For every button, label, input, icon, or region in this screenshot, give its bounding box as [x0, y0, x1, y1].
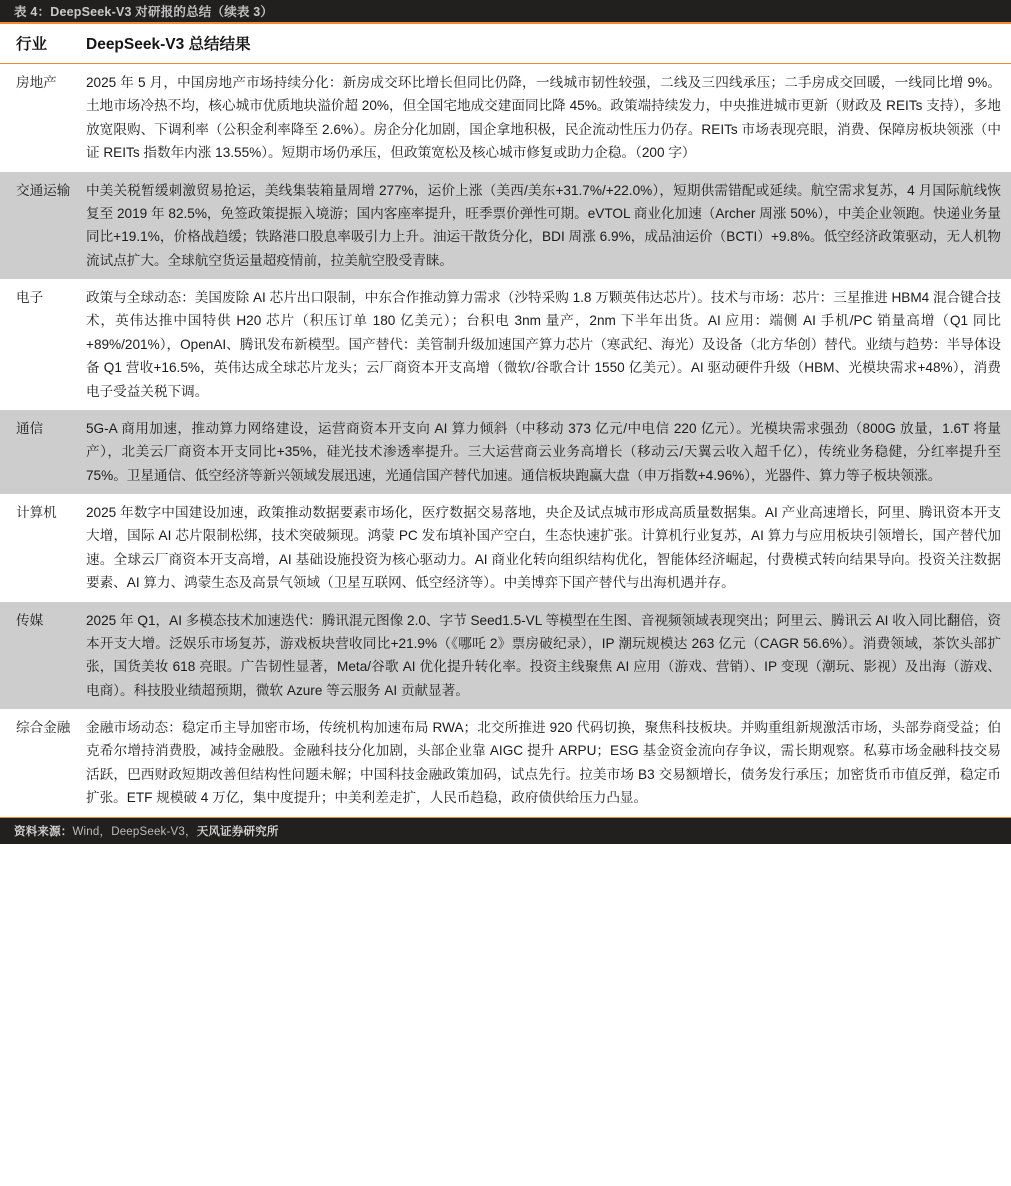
cell-summary: 5G-A 商用加速，推动算力网络建设，运营商资本开支向 AI 算力倾斜（中移动 373 亿元/中电信 220 亿元）。光模块需求强劲（800G 放量，1.6T 将量产），北美云厂商资本开支同比+35%，硅光技术渗透率提升。三大运营商云业务高增长（移动云/天翼云收入超千亿），传统业务稳健，分红率提升至 75%。卫星通信、低空经济等新兴领域发展迅速，光通信国产替代加速。通信板块跑赢大盘（申万指数+4.96%），光器件、算力等子板块领涨。	[78, 410, 1011, 494]
table-header-row	[0, 24, 1011, 64]
cell-summary: 中美关税暂缓刺激贸易抢运，美线集装箱量周增 277%，运价上涨（美西/美东+31.7%/+22.0%），短期供需错配或延续。航空需求复苏，4 月国际航线恢复至 2019 年 82.5%，免签政策提振入境游；国内客座率提升，旺季票价弹性可期。eVTOL 商业化加速（Archer 周涨 50%），中美企业领跑。快递业务量同比+19.1%，价格战趋缓；铁路港口股息率吸引力上升。油运干散货分化，BDI 周涨 6.9%，成品油运价（BCTI）+9.8%。低空经济政策驱动，无人机物流试点扩大。全球航空货运量超疫情前，拉美航空股受青睐。	[78, 172, 1011, 280]
cell-industry: 计算机	[0, 494, 78, 602]
source-value: Wind，DeepSeek-V3，	[72, 825, 197, 838]
table-body	[0, 64, 1011, 818]
table-row	[0, 494, 1011, 602]
table-row	[0, 172, 1011, 280]
cell-industry: 综合金融	[0, 709, 78, 817]
cell-industry: 交通运输	[0, 172, 78, 280]
cell-summary: 金融市场动态：稳定币主导加密市场，传统机构加速布局 RWA；北交所推进 920 代码切换，聚焦科技板块。并购重组新规激活市场，头部券商受益；伯克希尔增持消费股，减持金融股。金融科技分化加剧，头部企业靠 AIGC 提升 ARPU；ESG 基金资金流向存争议，需长期观察。私募市场金融科技交易活跃，巴西财政短期改善但结构性问题未解；中国科技金融政策加码，试点先行。拉美市场 B3 交易额增长，债务发行承压；加密货币市值反弹，稳定币扩张。ETF 规模破 4 万亿，集中度提升；中美利差走扩，人民币趋稳，政府债供给压力凸显。	[78, 709, 1011, 817]
column-header-industry: 行业	[0, 24, 78, 64]
source-label: 资料来源：	[14, 825, 73, 838]
cell-industry: 通信	[0, 410, 78, 494]
source-organization: 天风证券研究所	[196, 825, 279, 838]
table-title-bar	[0, 0, 1011, 24]
cell-summary: 2025 年 Q1，AI 多模态技术加速迭代：腾讯混元图像 2.0、字节 Seed1.5-VL 等模型在生图、音视频领域表现突出；阿里云、腾讯云 AI 收入同比翻倍，资本开支大增。泛娱乐市场复苏，游戏板块营收同比+21.9%（《哪吒 2》票房破纪录），IP 潮玩规模达 263 亿元（CAGR 56.6%）。消费领域，茶饮头部扩张，国货美妆 618 亮眼。广告韧性显著，Meta/谷歌 AI 优化提升转化率。投资主线聚焦 AI 应用（游戏、营销）、IP 变现（潮玩、影视）及出海（游戏、电商）。科技股业绩超预期，微软 Azure 等云服务 AI 贡献显著。	[78, 602, 1011, 710]
cell-summary: 2025 年 5 月，中国房地产市场持续分化：新房成交环比增长但同比仍降，一线城市韧性较强，二线及三四线承压；二手房成交回暖，一线同比增 9%。土地市场冷热不均，核心城市优质地块溢价超 20%，但全国宅地成交建面同比降 45%。政策端持续发力，中央推进城市更新（财政及 REITs 支持），多地放宽限购、下调利率（公积金利率降至 2.6%）。房企分化加剧，国企拿地积极，民企流动性压力仍存。REITs 市场表现亮眼，消费、保障房板块领涨（中证 REITs 指数年内涨 13.55%）。短期市场仍承压，但政策宽松及核心城市修复或助力企稳。（200 字）	[78, 64, 1011, 172]
table-row	[0, 709, 1011, 817]
cell-industry: 传媒	[0, 602, 78, 710]
cell-summary: 政策与全球动态：美国废除 AI 芯片出口限制，中东合作推动算力需求（沙特采购 1.8 万颗英伟达芯片）。技术与市场：芯片：三星推进 HBM4 混合键合技术，英伟达推中国特供 H20 芯片（积压订单 180 亿美元）；台积电 3nm 量产，2nm 下半年出货。AI 应用：端侧 AI 手机/PC 销量高增（Q1 同比+89%/201%），OpenAI、腾讯发布新模型。国产替代：美管制升级加速国产算力芯片（寒武纪、海光）及设备（北方华创）替代。业绩与趋势：半导体设备 Q1 营收+16.5%，英伟达成全球芯片龙头；云厂商资本开支高增（微软/谷歌合计 1550 亿美元）。AI 驱动硬件升级（HBM、光模块需求+48%），消费电子受益关税下调。	[78, 279, 1011, 410]
table-header	[0, 24, 1011, 64]
table-row	[0, 279, 1011, 410]
table-row	[0, 410, 1011, 494]
summary-table	[0, 24, 1011, 818]
cell-summary: 2025 年数字中国建设加速，政策推动数据要素市场化，医疗数据交易落地，央企及试点城市形成高质量数据集。AI 产业高速增长，阿里、腾讯资本开支大增，国际 AI 芯片限制松绑，技术突破频现。鸿蒙 PC 发布填补国产空白，生态快速扩张。计算机行业复苏，AI 算力与应用板块引领增长，国产替代加速。全球云厂商资本开支高增，AI 基础设施投资为核心驱动力。AI 商业化转向组织结构优化，智能体经济崛起，付费模式转向结果导向。投资关注数据要素、AI 算力、鸿蒙生态及高景气领域（卫星互联网、低空经济等）。中美博弈下国产替代与出海机遇并存。	[78, 494, 1011, 602]
source-footer	[0, 818, 1011, 844]
table-row	[0, 64, 1011, 172]
column-header-summary: DeepSeek-V3 总结结果	[78, 24, 1011, 64]
table-row	[0, 602, 1011, 710]
table-title: 表 4：DeepSeek-V3 对研报的总结（续表 3）	[14, 5, 274, 19]
cell-industry: 房地产	[0, 64, 78, 172]
cell-industry: 电子	[0, 279, 78, 410]
